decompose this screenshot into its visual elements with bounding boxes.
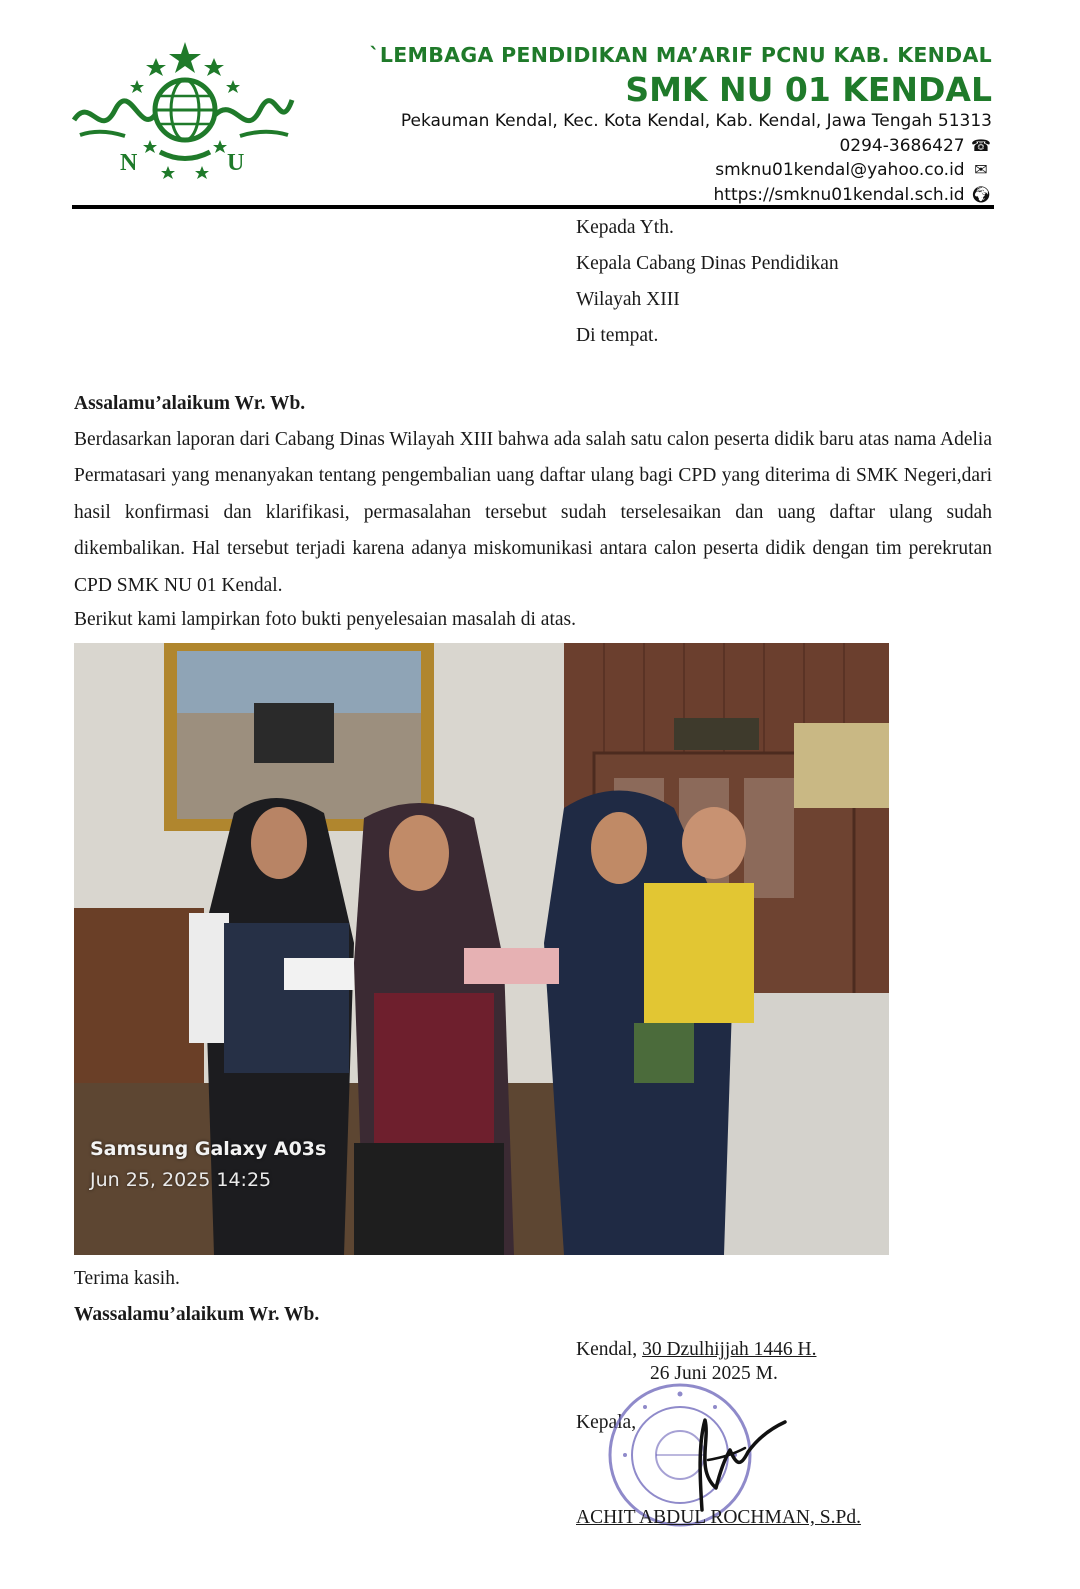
camera-model-watermark: Samsung Galaxy A03s [90,1138,327,1160]
phone-icon: ☎ [971,135,991,155]
letterhead-divider [72,205,994,209]
organization-name: `LEMBAGA PENDIDIKAN MA’ARIF PCNU KAB. KENDAL [369,43,992,67]
email-address: smknu01kendal@yahoo.co.id [715,160,965,180]
website-url: https://smknu01kendal.sch.id [713,184,965,205]
recipient-block [576,210,839,354]
nu-logo [70,40,295,190]
signatory-role: Kepala, [576,1412,637,1433]
recipient-line-2: Kepala Cabang Dinas Pendidikan [576,253,839,274]
school-address: Pekauman Kendal, Kec. Kota Kendal, Kab. Kendal, Jawa Tengah 51313 [400,111,992,131]
thanks-line: Terima kasih. [74,1268,180,1289]
recipient-line-4: Di tempat. [576,325,659,346]
greeting: Assalamu’alaikum Wr. Wb. [74,393,306,414]
closing-greeting: Wassalamu’alaikum Wr. Wb. [74,1304,320,1325]
phone-number: 0294-3686427 [839,135,965,156]
gregorian-date: 26 Juni 2025 M. [650,1363,778,1384]
handwritten-signature [630,1400,800,1520]
phone-line [369,134,992,159]
mail-icon: ✉ [974,160,988,179]
signature-place: Kendal, [576,1339,638,1360]
globe-icon: 🌍︎ [970,184,992,204]
logo-letter-n: N [120,150,138,176]
evidence-photo [74,643,889,1255]
letterhead [369,42,992,207]
recipient-line-3: Wilayah XIII [576,289,680,310]
photo-timestamp-watermark: Jun 25, 2025 14:25 [90,1169,272,1191]
email-line [369,158,992,183]
body-paragraph-1: Berdasarkan laporan dari Cabang Dinas Wilayah XIII bahwa ada salah satu calon peserta didik baru atas nama Adelia Permatasari yang menanyakan tentang pengembalian uang daftar ulang bagi CPD yang diterima di SMK Negeri,dari hasil konfirmasi dan klarifikasi, permasalahan tersebut sudah terselesaikan dan uang daftar ulang sudah dikembalikan. Hal tersebut terjadi karena adanya miskomunikasi antara calon peserta didik dengan tim perekrutan CPD SMK NU 01 Kendal. [74,429,992,596]
logo-letter-u: U [227,150,245,176]
body-paragraph-2: Berikut kami lampirkan foto bukti penyelesaian masalah di atas. [74,609,576,630]
school-name: SMK NU 01 KENDAL [625,70,992,109]
hijri-date: 30 Dzulhijjah 1446 H. [642,1339,817,1360]
signatory-name: ACHIT ABDUL ROCHMAN, S.Pd. [576,1507,861,1528]
recipient-line-1: Kepada Yth. [576,217,674,238]
website-line [369,183,992,208]
